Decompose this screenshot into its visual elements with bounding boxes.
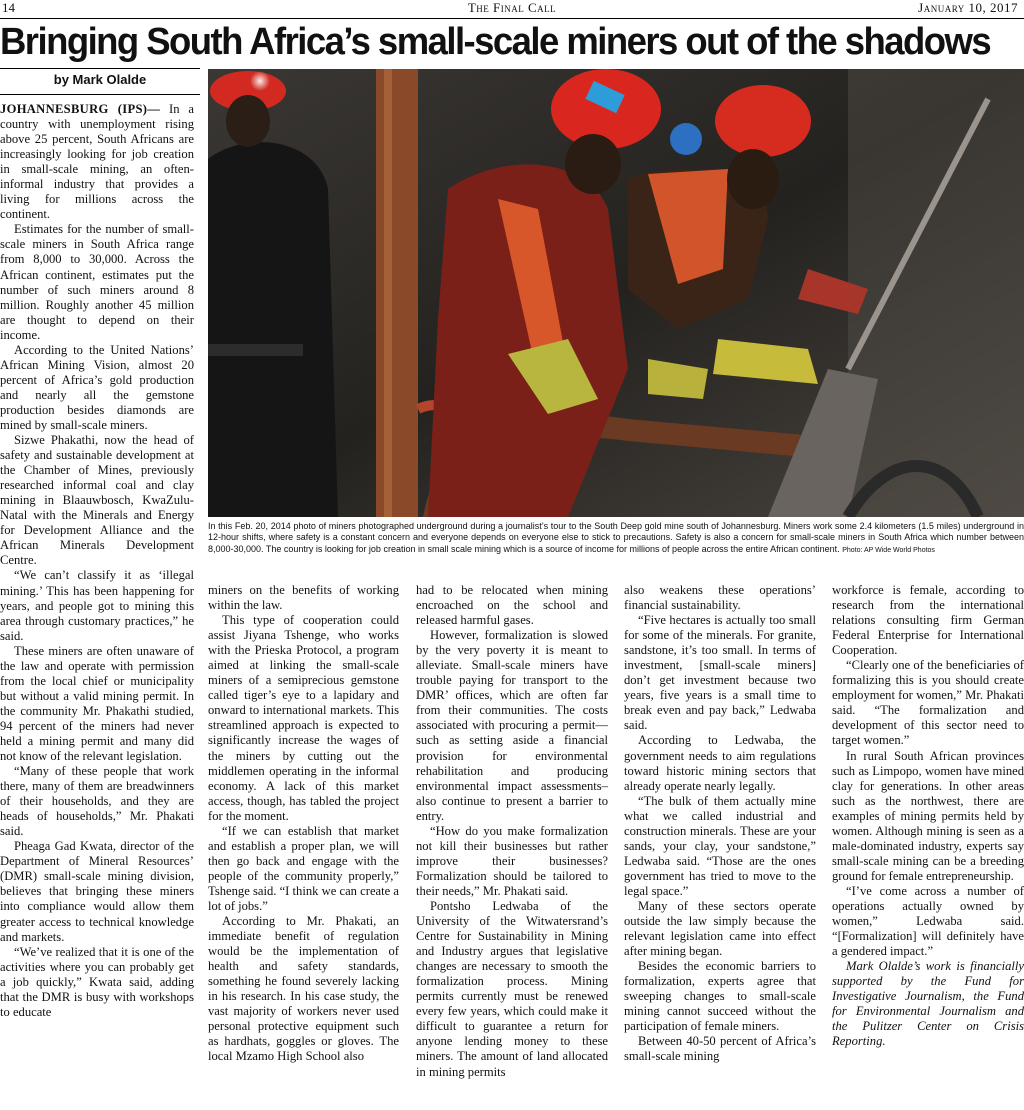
photo-caption-text: In this Feb. 20, 2014 photo of miners photographed underground during a journalist’s tour to the South Deep gold mine south of Johannesburg. Miners work some 2.4 kilometers (1.5 miles) underground in 12-hour shifts, where safety is a constant concern and everyone depends on everyone else to stick to precautions. Safety is also a concern for small-scale miners in South Africa which number between 8,000-30,000. The country is looking for job creation in small scale mining which is a source of income for millions of people across the entire African continent. — [208, 521, 1024, 554]
funding-note: Mark Olalde’s work is financially supported by the Fund for Investigative Journalism, the Fund for Environmental Journalism and the Pulitzer Center on Crisis Reporting. — [832, 959, 1024, 1049]
paragraph: Estimates for the number of small-scale miners in South Africa range from 8,000 to 30,000. Across the African continent, estimates put the number of such miners around 8 million. Roughly another 45 million are thought to depend on their income. — [0, 222, 194, 342]
photo-credit: Photo: AP Wide World Photos — [842, 546, 935, 554]
miners-photo-illustration — [208, 69, 1024, 517]
byline-rule-bottom — [0, 94, 200, 95]
paragraph — [0, 102, 194, 222]
paragraph: “Five hectares is actually too small for some of the minerals. For granite, sandstone, it’s too small. In terms of investment, [small-scale miners] don’t get investment because two years, five years is a small time to break even and pay back,” Ledwaba said. — [624, 613, 816, 733]
byline: by Mark Olalde — [53, 72, 147, 87]
photo-caption — [208, 521, 1024, 556]
paragraph: Pontsho Ledwaba of the University of the Witwatersrand’s Centre for Sustainability in Mining and Industry argues that legislative changes are necessary to smooth the formalization process. Mining permits currently must be renewed every few years, which could make it difficult to guarantee a return for anyone lending money to these miners. The amount of land allocated in mining permits — [416, 898, 608, 1079]
paragraph: These miners are often unaware of the law and operate with permission from the local chief or municipality but without a valid mining permit. In the community Mr. Phakathi studied, 94 percent of the miners had never held a mining permit and many did not know of the relevant legislation. — [0, 643, 194, 764]
issue-date: January 10, 2017 — [918, 0, 1018, 15]
paragraph: “We’ve realized that it is one of the activities where you can probably get a job quickly,” Kwata said, adding that the DMR is busy with workshops to educate — [0, 944, 194, 1019]
paragraph: According to Ledwaba, the government needs to aim regulations toward historic mining sectors that already operate nearly legally. — [624, 733, 816, 793]
paragraph: However, formalization is slowed by the very poverty it is meant to alleviate. Small-scale miners have trouble paying for transport to the DMR’ offices, which are often far from their communities. The costs associated with procuring a permit—such as setting aside a financial provision for environmental rehabilitation and producing environmental impact assessments–also continue to present a barrier to entry. — [416, 628, 608, 823]
paragraph: Many of these sectors operate outside the law simply because the relevant legislation came into effect after mining began. — [624, 898, 816, 959]
paragraph-text: In a country with unemployment rising above 25 percent, South Africans are increasingly looking for job creation in small-scale mining, an often-informal industry that provides a living for millions across the continent. — [0, 102, 194, 222]
paragraph: In rural South African provinces such as Limpopo, women have mined clay for generations. In other areas such as the northwest, there are examples of mining permits held by women. Although mining is seen as a male-dominated industry, experts say small-scale mining can be a breeding ground for female entrepreneurship. — [832, 748, 1024, 883]
paragraph: miners on the benefits of working within the law. — [208, 583, 399, 613]
publication-name: The Final Call — [467, 0, 557, 15]
paragraph: “Many of these people that work there, many of them are breadwinners of their households, and they are heads of households,” Mr. Phakati said. — [0, 764, 194, 839]
paragraph: “How do you make formalization not kill their businesses but rather improve their businesses? Formalization should be tailored to their needs,” Mr. Phakati said. — [416, 823, 608, 898]
article-column-1 — [0, 102, 194, 1110]
paragraph: This type of cooperation could assist Jiyana Tshenge, who works with the Prieska Protocol, a program aimed at linking the small-scale miners of a semiprecious gemstone called tiger’s eye to a lapidary and onward to international markets. This streamlined approach is expected to significantly increase the wages of the miners by cutting out the middlemen operating in the informal economy. A lack of this market access, though, has tabled the project for the moment. — [208, 613, 399, 823]
paragraph: “If we can establish that market and establish a proper plan, we will then go back and engage with the people of the community properly,” Tshenge said. “I think we can create a lot of jobs.” — [208, 823, 399, 913]
paragraph: “The bulk of them actually mine what we called industrial and construction minerals. These are your sands, your clay, your sandstone,” Ledwaba said. “Those are the ones government has tried to move to the legal space.” — [624, 793, 816, 898]
paragraph: also weakens these operations’ financial sustainability. — [624, 583, 816, 613]
paragraph: Sizwe Phakathi, now the head of safety and sustainable development at the Chamber of Mines, previously researched informal coal and clay mining in Blaauwbosch, KwaZulu-Natal with the Minerals and Energy for Development Alliance and the African Minerals Development Centre. — [0, 433, 194, 568]
paragraph: According to the United Nations’ African Mining Vision, almost 20 percent of Africa’s gold production and nearly all the gemstone production besides diamonds are mined by small-scale miners. — [0, 342, 194, 432]
paragraph: workforce is female, according to research from the international relations consulting firm German Federal Enterprise for International Cooperation. — [832, 583, 1024, 658]
byline-rule-top — [0, 68, 200, 69]
miners-photo — [208, 69, 1024, 517]
paragraph: According to Mr. Phakati, an immediate benefit of regulation would be the implementation of health and safety standards, something he found severely lacking in his research. In his case study, the vast majority of workers never used personal protective equipment such as hardhats, goggles or gloves. The local Mzamo High School also — [208, 914, 399, 1064]
article-column-3 — [416, 583, 608, 1108]
page-number: 14 — [2, 0, 15, 15]
dateline: JOHANNESBURG (IPS)— — [0, 102, 161, 116]
paragraph: “We can’t classify it as ‘illegal mining.’ This has been happening for years, and people got to mining this area through customary practices,” he said. — [0, 568, 194, 643]
article-column-2 — [208, 583, 399, 1108]
article-column-4 — [624, 583, 816, 1108]
paragraph: “Clearly one of the beneficiaries of formalizing this is you should create employment for women,” Mr. Phakati said. “The formalization and development of this sector need to target women.” — [832, 658, 1024, 748]
headline: Bringing South Africa’s small-scale miners out of the shadows — [0, 21, 991, 63]
page-header — [0, 0, 1024, 19]
article-column-5 — [832, 583, 1024, 1108]
paragraph: “I’ve come across a number of operations actually owned by women,” Ledwaba said. “[Formalization] will definitely have a gendered impact.” — [832, 883, 1024, 959]
paragraph: Besides the economic barriers to formalization, experts agree that sweeping changes to small-scale mining cannot succeed without the participation of female miners. — [624, 959, 816, 1034]
paragraph: Pheaga Gad Kwata, director of the Department of Mineral Resources’ (DMR) small-scale mining division, believes that bringing these miners into compliance would allow them greater access to technical knowledge and markets. — [0, 839, 194, 944]
paragraph: Between 40-50 percent of Africa’s small-scale mining — [624, 1034, 816, 1064]
paragraph: had to be relocated when mining encroached on the school and released harmful gases. — [416, 583, 608, 628]
